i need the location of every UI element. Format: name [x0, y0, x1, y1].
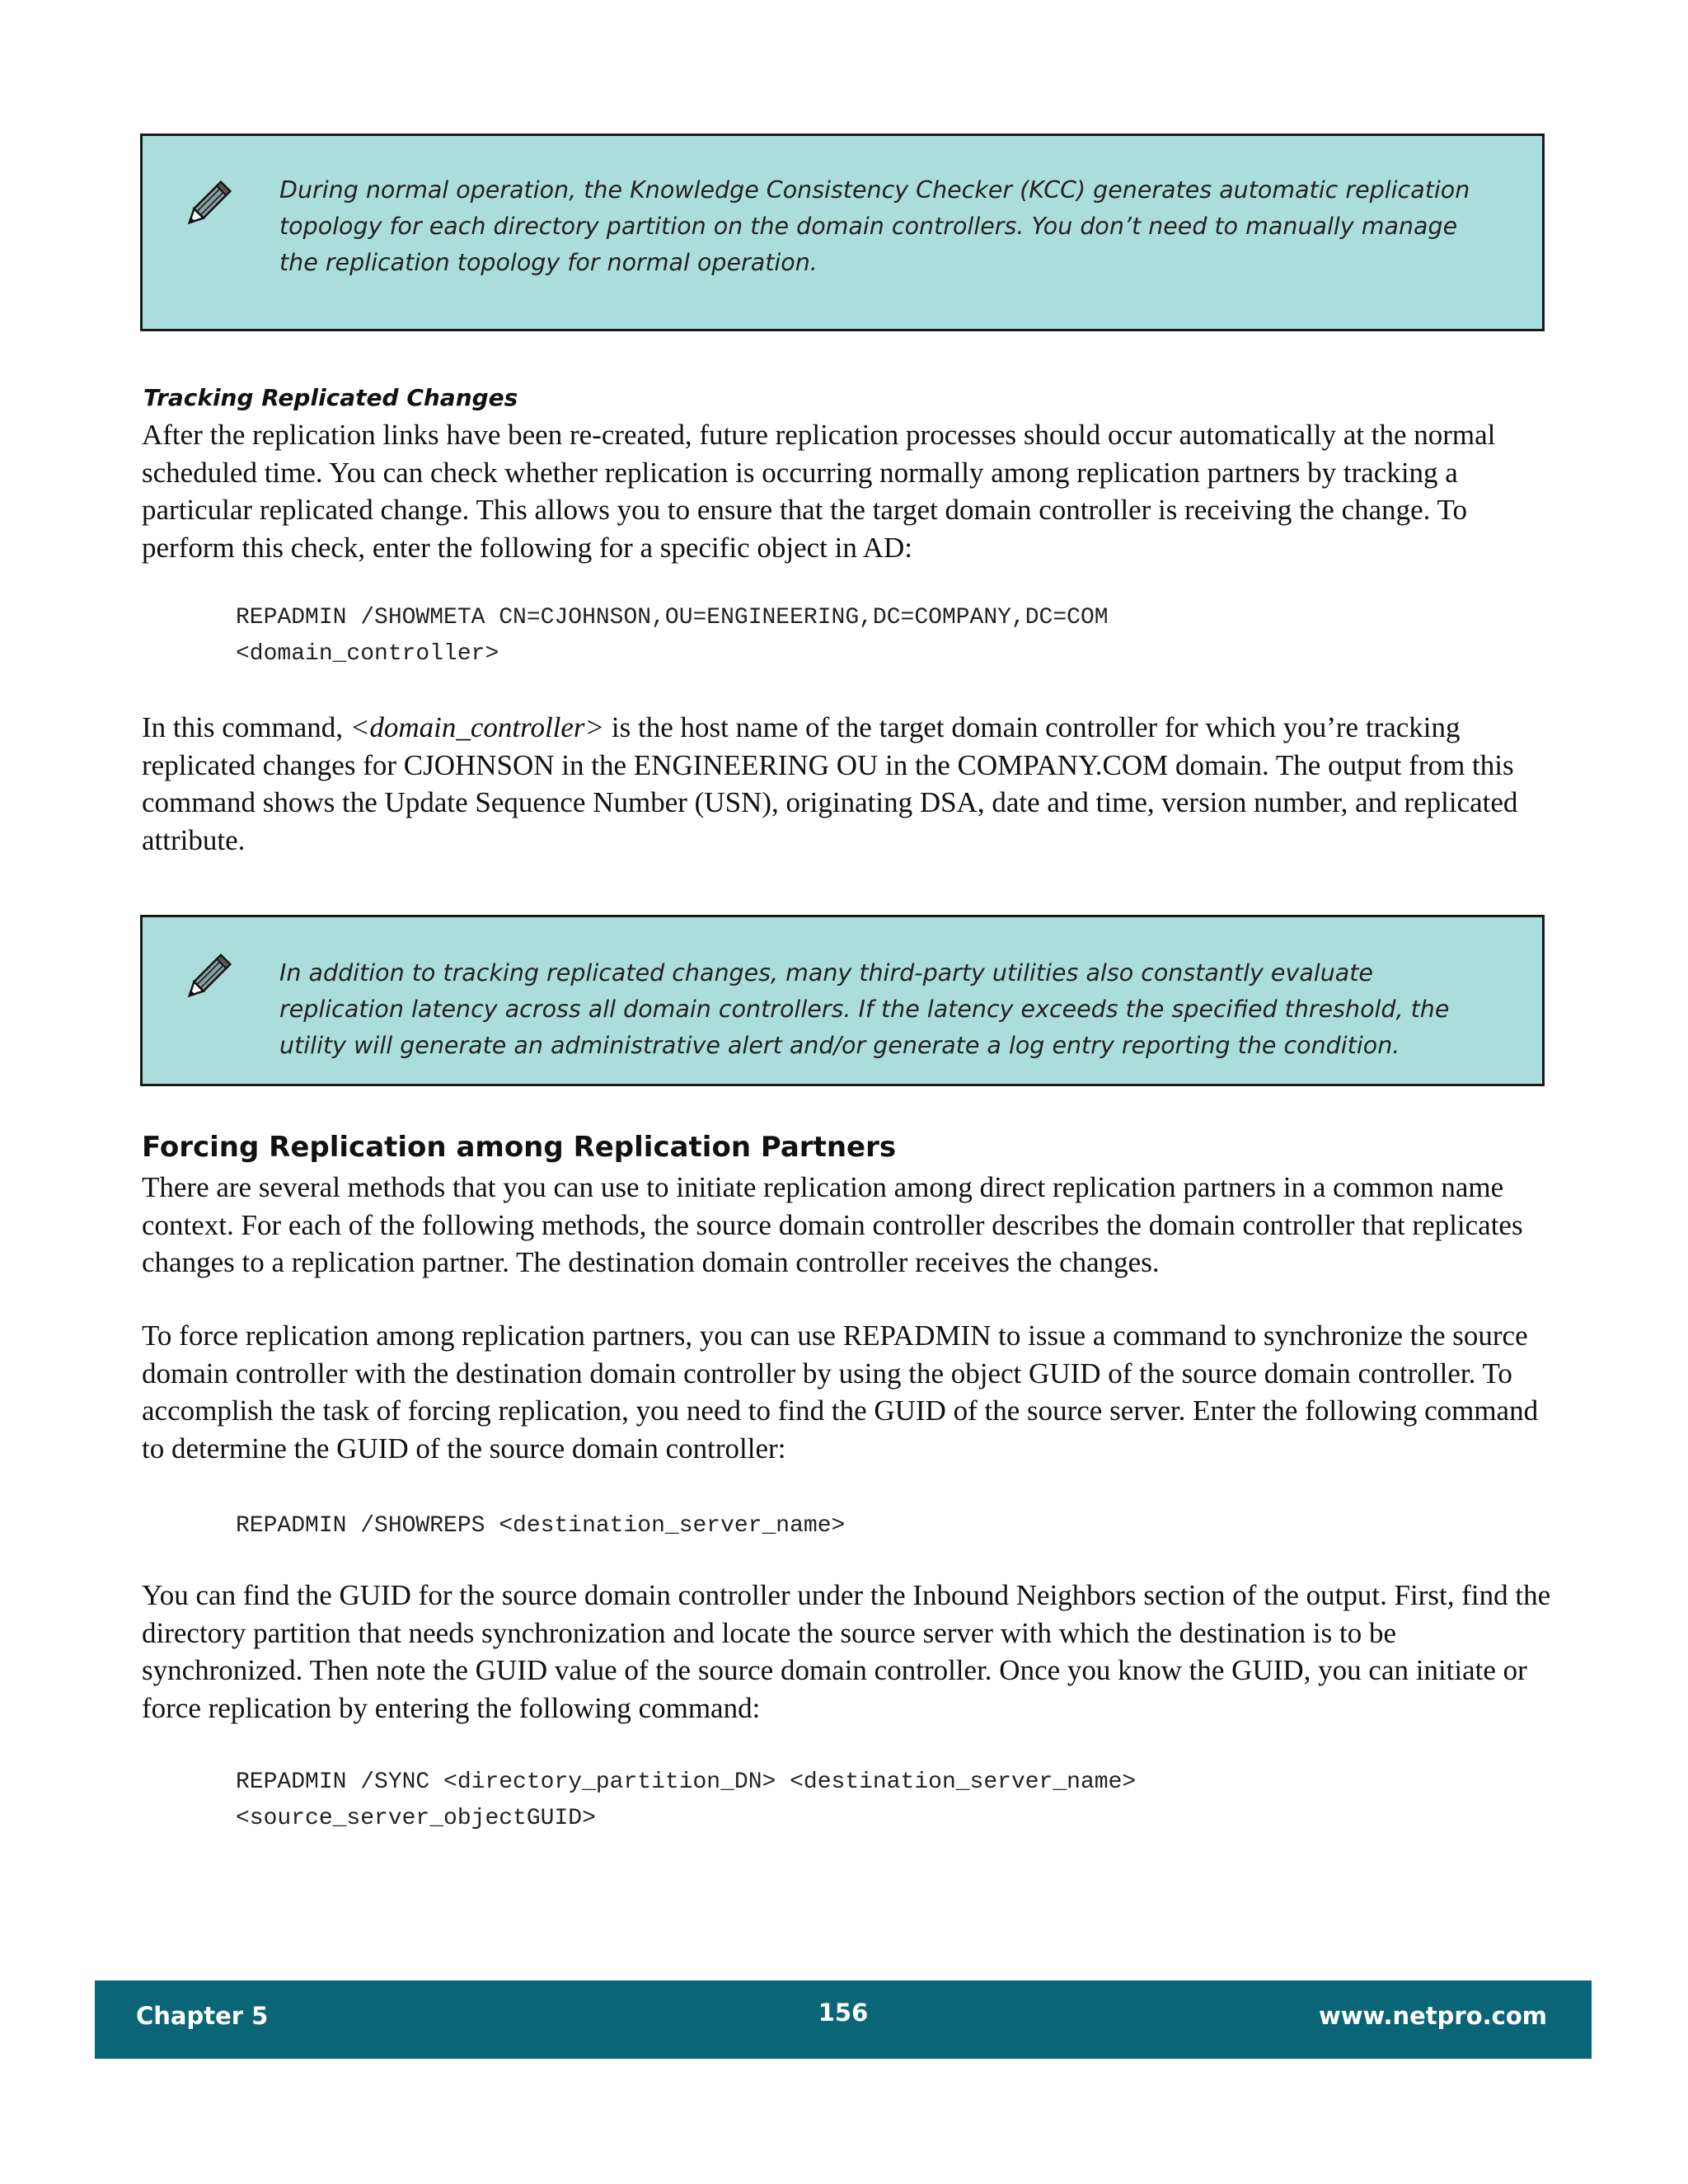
paragraph-forcing-methods: To force replication among replication partners, you can use REPADMIN to issue a command to synchronize the source domain controller with the destination domain controller by using the object GUID of the source domain controller. To accomplish the task of forcing replication, you need to find the GUID of the source server. Enter the following command to determine the GUID of the source domain controller: [142, 1319, 1539, 1465]
text-run: is the host name of the target domain controller for which you’re tracking replicated changes for CJOHNSON in the ENGINEERING OU in the COMPANY.COM domain. The output from this command shows the Update Sequence Number (USN), originating DSA, date and time, version number, and replicated attribute. [142, 711, 1518, 856]
note-box-latency [140, 915, 1545, 1086]
note-text: In addition to tracking replicated changes, many third-party utilities also constantly evaluate replication latency across all domain controllers. If the latency exceeds the specified threshold, the utility will generate an administrative alert and/or generate a log entry reporting the condition. [279, 959, 1450, 1059]
paragraph-find-guid: You can find the GUID for the source domain controller under the Inbound Neighbors section of the output. First, find the directory partition that needs synchronization and locate the source server with which the destination is to be synchronized. Then note the GUID value of the source domain controller. Once you know the GUID, you can initiate or force replication by entering the following command: [142, 1579, 1551, 1724]
note-box-kcc [140, 134, 1545, 331]
note-text: During normal operation, the Knowledge Consistency Checker (KCC) generates automatic replication topology for each directory partition on the domain controllers. You don’t need to manually manage the replication topology for normal operation. [279, 176, 1470, 276]
paragraph-forcing-intro: There are several methods that you can use to initiate replication among direct replication partners in a common name context. For each of the following methods, the source domain controller describes the domain controller that replicates changes to a replication partner. The destination domain controller receives the changes. [142, 1171, 1523, 1278]
subheading-tracking: Tracking Replicated Changes [143, 384, 518, 411]
footer-page-number: 156 [818, 1999, 869, 2027]
text-run: In this command, [142, 711, 350, 743]
page-footer [95, 1980, 1592, 2059]
pencil-icon [179, 950, 235, 1006]
footer-chapter: Chapter 5 [136, 2002, 269, 2030]
paragraph-tracking-explanation [142, 709, 1553, 859]
code-block-showmeta: REPADMIN /SHOWMETA CN=CJOHNSON,OU=ENGINEERING,DC=COMPANY,DC=COM <domain_controller> [236, 605, 1109, 667]
term-domain-controller: <domain_controller> [349, 711, 605, 743]
pencil-icon [179, 177, 235, 233]
section-heading-forcing: Forcing Replication among Replication Partners [142, 1131, 897, 1164]
paragraph-tracking-intro: After the replication links have been re-created, future replication processes should occur automatically at the normal scheduled time. You can check whether replication is occurring normally among replication partners by tracking a particular replicated change. This allows you to ensure that the target domain controller is receiving the change. To perform this check, enter the following for a specific object in AD: [142, 419, 1496, 564]
code-block-sync: REPADMIN /SYNC <directory_partition_DN> <destination_server_name> <source_server_objectGUID> [236, 1769, 1137, 1831]
footer-url: www.netpro.com [1318, 2002, 1547, 2030]
code-block-showreps: REPADMIN /SHOWREPS <destination_server_name> [236, 1513, 846, 1539]
